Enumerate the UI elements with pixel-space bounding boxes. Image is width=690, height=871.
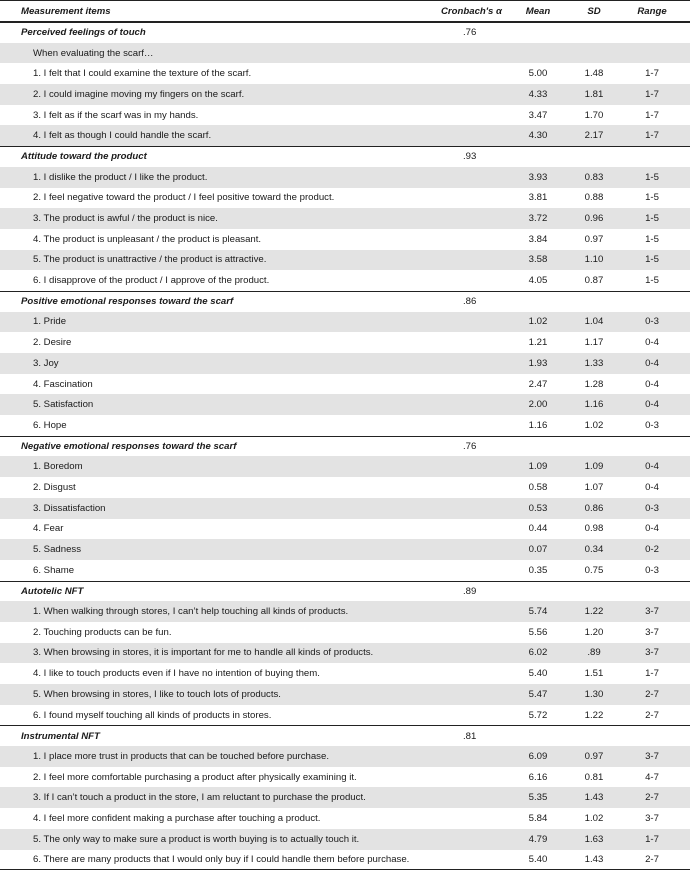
- section-row: [0, 22, 690, 43]
- sd-value: 1.02: [584, 419, 604, 431]
- range-value: 1-5: [645, 275, 659, 287]
- item-label: 2. I could imagine moving my fingers on the scarf.: [33, 88, 245, 100]
- mean-value: 1.02: [528, 316, 548, 328]
- sd-value: 0.88: [584, 192, 604, 204]
- sd-value: 1.07: [584, 481, 604, 493]
- mean-value: 5.35: [528, 792, 548, 804]
- range-value: 0-4: [645, 357, 659, 369]
- section-title: Positive emotional responses toward the scarf: [21, 296, 234, 308]
- cronbach-alpha-value: .86: [463, 296, 477, 308]
- item-label: 5. Satisfaction: [33, 399, 94, 411]
- mean-value: 1.93: [528, 357, 548, 369]
- mean-value: 4.30: [528, 130, 548, 142]
- table-row: [0, 270, 690, 291]
- table-row: [0, 43, 690, 64]
- range-value: 2-7: [645, 792, 659, 804]
- sd-value: 0.34: [584, 544, 604, 556]
- table-row: [0, 767, 690, 788]
- mean-value: 3.81: [528, 192, 548, 204]
- item-label: 3. Dissatisfaction: [33, 502, 106, 514]
- range-value: 0-4: [645, 337, 659, 349]
- item-label: 3. I felt as if the scarf was in my hands.: [33, 109, 199, 121]
- item-label: 3. When browsing in stores, it is important for me to handle all kinds of products.: [33, 647, 374, 659]
- item-label: 4. I like to touch products even if I have no intention of buying them.: [33, 668, 320, 680]
- range-value: 0-4: [645, 378, 659, 390]
- sd-value: 1.09: [584, 461, 604, 473]
- item-label: 1. When walking through stores, I can’t help touching all kinds of products.: [33, 606, 349, 618]
- item-label: 4. Fear: [33, 523, 64, 535]
- table-header: [0, 0, 690, 22]
- mean-value: 5.40: [528, 853, 548, 865]
- sd-value: 1.43: [584, 792, 604, 804]
- table-row: [0, 125, 690, 146]
- range-value: 1-7: [645, 130, 659, 142]
- cronbach-alpha-value: .76: [463, 27, 477, 39]
- table-row: [0, 477, 690, 498]
- mean-value: 1.21: [528, 337, 548, 349]
- range-value: 1-7: [645, 88, 659, 100]
- mean-value: 5.74: [528, 606, 548, 618]
- item-label: 5. The product is unattractive / the product is attractive.: [33, 254, 267, 266]
- sd-value: 1.33: [584, 357, 604, 369]
- sd-value: 1.10: [584, 254, 604, 266]
- range-value: 4-7: [645, 771, 659, 783]
- mean-value: 3.84: [528, 233, 548, 245]
- sd-value: 1.70: [584, 109, 604, 121]
- mean-value: 2.47: [528, 378, 548, 390]
- section-row: [0, 725, 690, 746]
- item-label: 4. The product is unpleasant / the product is pleasant.: [33, 233, 262, 245]
- cronbach-alpha-value: .89: [463, 585, 477, 597]
- item-label: 1. Pride: [33, 316, 67, 328]
- range-value: 3-7: [645, 626, 659, 638]
- mean-value: 5.84: [528, 812, 548, 824]
- sd-value: 0.98: [584, 523, 604, 535]
- table-row: [0, 746, 690, 767]
- item-label: 5. Sadness: [33, 544, 82, 556]
- range-value: 2-7: [645, 853, 659, 865]
- range-value: 2-7: [645, 688, 659, 700]
- mean-value: 3.72: [528, 213, 548, 225]
- section-title: Negative emotional responses toward the scarf: [21, 441, 237, 453]
- section-row: [0, 291, 690, 312]
- item-label: 1. Boredom: [33, 461, 83, 473]
- range-value: 1-5: [645, 254, 659, 266]
- mean-value: 4.79: [528, 833, 548, 845]
- section-title: Perceived feelings of touch: [21, 27, 146, 39]
- table-row: [0, 684, 690, 705]
- item-label: 1. I place more trust in products that can be touched before purchase.: [33, 750, 329, 762]
- mean-value: 0.53: [528, 502, 548, 514]
- sd-value: 2.17: [584, 130, 604, 142]
- item-label: 2. Disgust: [33, 481, 76, 493]
- table-row: [0, 167, 690, 188]
- sd-value: [575, 43, 613, 64]
- sd-value: 0.81: [584, 771, 604, 783]
- table-row: [0, 415, 690, 436]
- range-value: 0-2: [645, 544, 659, 556]
- range-value: 1-5: [645, 171, 659, 183]
- mean-value: 5.56: [528, 626, 548, 638]
- item-label: 2. I feel negative toward the product / I feel positive toward the product.: [33, 192, 335, 204]
- range-value: 3-7: [645, 750, 659, 762]
- header-range: Range: [637, 5, 667, 17]
- item-label: 2. Desire: [33, 337, 72, 349]
- table-row: [0, 829, 690, 850]
- table-row: [0, 394, 690, 415]
- table-row: [0, 353, 690, 374]
- mean-value: 3.58: [528, 254, 548, 266]
- mean-value: 1.16: [528, 419, 548, 431]
- item-label: 3. The product is awful / the product is nice.: [33, 213, 218, 225]
- sd-value: 0.75: [584, 564, 604, 576]
- mean-value: 6.09: [528, 750, 548, 762]
- sd-value: 1.02: [584, 812, 604, 824]
- table-row: [0, 229, 690, 250]
- mean-value: 2.00: [528, 399, 548, 411]
- sd-value: 0.86: [584, 502, 604, 514]
- table-row: [0, 787, 690, 808]
- sd-value: 1.43: [584, 853, 604, 865]
- mean-value: 6.16: [528, 771, 548, 783]
- sd-value: .89: [587, 647, 601, 659]
- range-value: 0-3: [645, 564, 659, 576]
- item-label: 2. Touching products can be fun.: [33, 626, 172, 638]
- item-label: 6. Shame: [33, 564, 75, 576]
- mean-value: 4.05: [528, 275, 548, 287]
- sd-value: 1.22: [584, 709, 604, 721]
- cronbach-alpha-value: .93: [463, 151, 477, 163]
- item-label: 1. I dislike the product / I like the product.: [33, 171, 208, 183]
- range-value: 1-7: [645, 109, 659, 121]
- item-label: 2. I feel more comfortable purchasing a product after physically examining it.: [33, 771, 357, 783]
- table-row: [0, 560, 690, 581]
- range-value: [633, 43, 671, 64]
- range-value: 0-4: [645, 523, 659, 535]
- item-label: 4. Fascination: [33, 378, 93, 390]
- table-row: [0, 456, 690, 477]
- mean-value: [519, 43, 557, 64]
- item-label: 3. If I can’t touch a product in the store, I am reluctant to purchase the product.: [33, 792, 366, 804]
- item-label: When evaluating the scarf…: [33, 47, 154, 59]
- mean-value: 6.02: [528, 647, 548, 659]
- range-value: 0-4: [645, 399, 659, 411]
- sd-value: 0.83: [584, 171, 604, 183]
- table-row: [0, 63, 690, 84]
- table-row: [0, 105, 690, 126]
- table-row: [0, 188, 690, 209]
- item-label: 4. I felt as though I could handle the scarf.: [33, 130, 212, 142]
- range-value: 2-7: [645, 709, 659, 721]
- range-value: 0-4: [645, 461, 659, 473]
- mean-value: 3.47: [528, 109, 548, 121]
- table-row: [0, 208, 690, 229]
- range-value: 0-4: [645, 481, 659, 493]
- range-value: 0-3: [645, 502, 659, 514]
- section-row: [0, 436, 690, 457]
- item-label: 6. Hope: [33, 419, 67, 431]
- sd-value: 0.97: [584, 750, 604, 762]
- mean-value: 5.47: [528, 688, 548, 700]
- cronbach-alpha-value: .76: [463, 441, 477, 453]
- mean-value: 5.72: [528, 709, 548, 721]
- table-row: [0, 808, 690, 829]
- table-row: [0, 663, 690, 684]
- item-label: 5. The only way to make sure a product is worth buying is to actually touch it.: [33, 833, 360, 845]
- item-label: 4. I feel more confident making a purchase after touching a product.: [33, 812, 321, 824]
- header-sd: SD: [587, 5, 601, 17]
- section-row: [0, 581, 690, 602]
- sd-value: 1.63: [584, 833, 604, 845]
- table-row: [0, 312, 690, 333]
- cronbach-alpha-value: .81: [463, 730, 477, 742]
- table-row: [0, 84, 690, 105]
- range-value: 3-7: [645, 647, 659, 659]
- sd-value: 0.97: [584, 233, 604, 245]
- mean-value: 0.58: [528, 481, 548, 493]
- item-label: 6. I disapprove of the product / I approve of the product.: [33, 275, 270, 287]
- table-row: [0, 498, 690, 519]
- sd-value: 1.81: [584, 88, 604, 100]
- sd-value: 1.30: [584, 688, 604, 700]
- range-value: 1-7: [645, 833, 659, 845]
- table-row: [0, 250, 690, 271]
- mean-value: 0.35: [528, 564, 548, 576]
- range-value: 1-5: [645, 213, 659, 225]
- section-title: Autotelic NFT: [21, 585, 84, 597]
- mean-value: 0.44: [528, 523, 548, 535]
- sd-value: 1.16: [584, 399, 604, 411]
- mean-value: 1.09: [528, 461, 548, 473]
- sd-value: 1.51: [584, 668, 604, 680]
- item-label: 3. Joy: [33, 357, 59, 369]
- table-row: [0, 705, 690, 726]
- table-row: [0, 601, 690, 622]
- sd-value: 1.20: [584, 626, 604, 638]
- mean-value: 5.00: [528, 68, 548, 80]
- range-value: 3-7: [645, 812, 659, 824]
- table-row: [0, 622, 690, 643]
- sd-value: 0.96: [584, 213, 604, 225]
- sd-value: 1.04: [584, 316, 604, 328]
- mean-value: 5.40: [528, 668, 548, 680]
- item-label: 6. I found myself touching all kinds of products in stores.: [33, 709, 272, 721]
- table-row: [0, 643, 690, 664]
- table-row: [0, 539, 690, 560]
- range-value: 1-7: [645, 68, 659, 80]
- range-value: 3-7: [645, 606, 659, 618]
- range-value: 1-7: [645, 668, 659, 680]
- range-value: 1-5: [645, 192, 659, 204]
- header-mean: Mean: [525, 5, 551, 17]
- section-title: Instrumental NFT: [21, 730, 100, 742]
- item-label: 6. There are many products that I would only buy if I could handle them before purchase.: [33, 853, 410, 865]
- item-label: 1. I felt that I could examine the texture of the scarf.: [33, 68, 252, 80]
- table-row: [0, 519, 690, 540]
- table-row: [0, 374, 690, 395]
- table-row: [0, 332, 690, 353]
- table-body: [0, 22, 690, 870]
- sd-value: 1.17: [584, 337, 604, 349]
- range-value: 0-3: [645, 419, 659, 431]
- range-value: 0-3: [645, 316, 659, 328]
- range-value: 1-5: [645, 233, 659, 245]
- section-row: [0, 146, 690, 167]
- table-row: [0, 850, 690, 871]
- mean-value: 0.07: [528, 544, 548, 556]
- mean-value: 3.93: [528, 171, 548, 183]
- mean-value: 4.33: [528, 88, 548, 100]
- header-measurement-items: Measurement items: [21, 5, 111, 17]
- sd-value: 1.28: [584, 378, 604, 390]
- sd-value: 1.22: [584, 606, 604, 618]
- sd-value: 1.48: [584, 68, 604, 80]
- section-title: Attitude toward the product: [21, 151, 147, 163]
- header-cronbach-alpha: Cronbach's α: [441, 5, 503, 17]
- sd-value: 0.87: [584, 275, 604, 287]
- item-label: 5. When browsing in stores, I like to touch lots of products.: [33, 688, 281, 700]
